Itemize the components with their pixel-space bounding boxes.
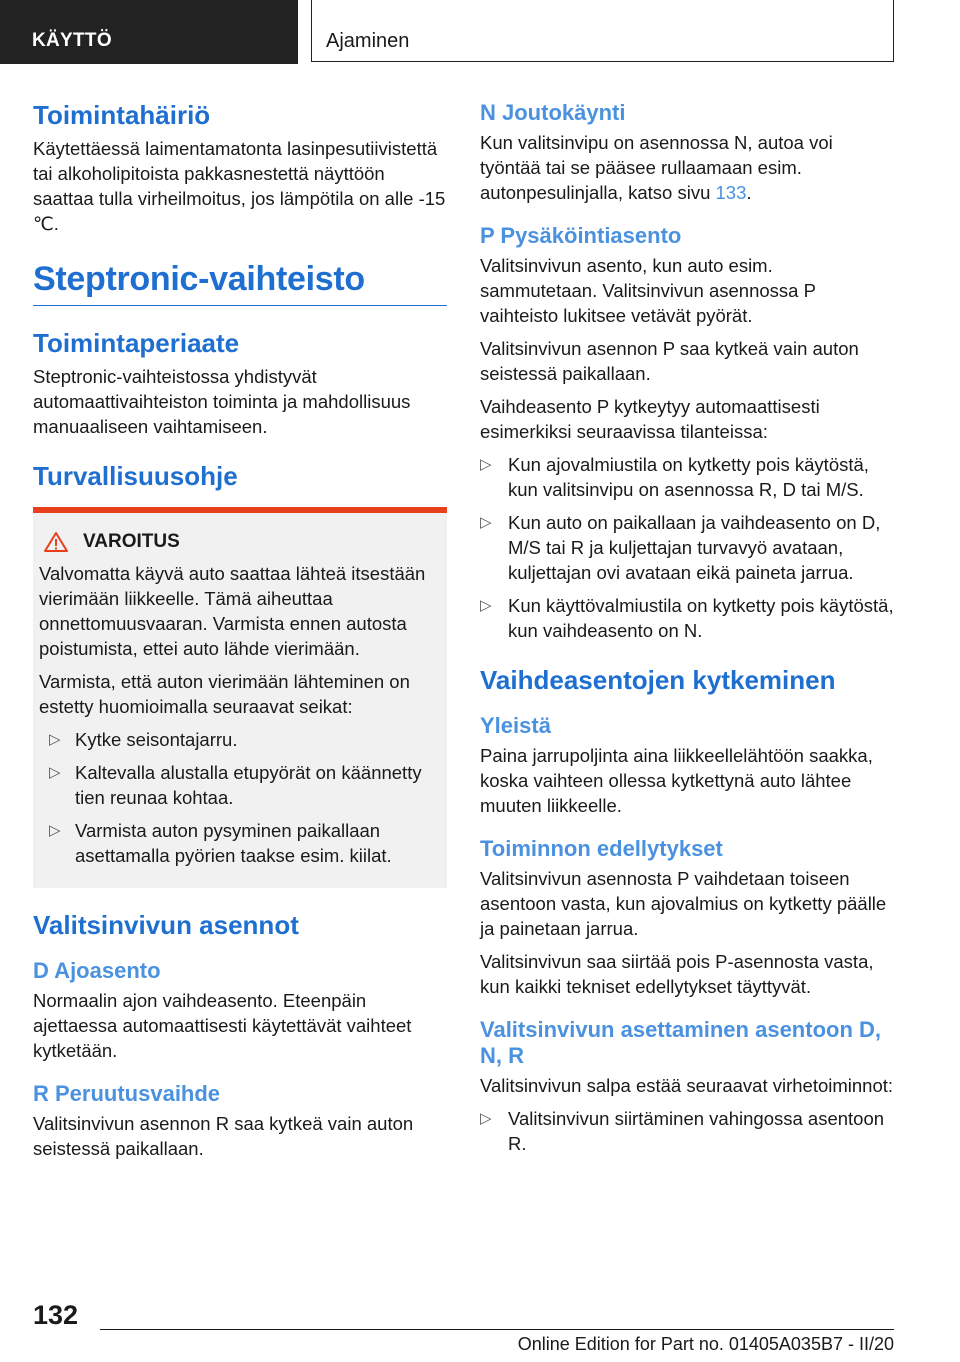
p-paragraph-1: Valitsinvivun asento, kun auto esim. sammutetaan. Valitsinvivun asennossa P vaihteisto lukitsee vetävät pyörät.: [480, 255, 816, 326]
list-item: ▷ Varmista auton pysyminen paikallaan asettamalla pyörien taakse esim. kiilat.: [49, 820, 392, 866]
p-heading: P Pysäköintiasento: [480, 223, 682, 248]
triangle-bullet-icon: ▷: [49, 764, 61, 781]
triangle-bullet-icon: ▷: [480, 514, 492, 531]
warning-list: [39, 727, 441, 868]
warning-title: [39, 531, 441, 553]
p-list: [480, 452, 894, 643]
general-paragraph: Paina jarrupoljinta aina liikkeellelähtöön saakka, koska vaihteen ollessa kytkettynä auto lähtee muuten liikkeelle.: [480, 745, 873, 816]
principle-paragraph: Steptronic-vaihteistossa yhdistyvät automaattivaihteiston toiminta ja mahdollisuus manuaaliseen vaihtamiseen.: [33, 366, 411, 437]
header-chapter-label: Ajaminen: [326, 30, 410, 52]
list-item: ▷ Kaltevalla alustalla etupyörät on käännetty tien reunaa kohtaa.: [49, 762, 422, 808]
header-section-tab: [0, 0, 298, 64]
safety-heading: Turvallisuusohje: [33, 461, 238, 491]
set-list: [480, 1106, 894, 1156]
p-paragraph-2: Valitsinvivun asennon P saa kytkeä vain auton seistessä paikallaan.: [480, 338, 859, 384]
warning-triangle-icon: [43, 531, 69, 553]
list-item: ▷ Kun auto on paikallaan ja vaihdeasento on D, M/S tai R ja kuljettajan turvavyö avataan, kuljettajan ovi avataan eikä paineta jarrua.: [480, 512, 881, 583]
header-chapter-tab: [311, 0, 894, 62]
triangle-bullet-icon: ▷: [480, 1110, 492, 1127]
warning-paragraph-2: Varmista, että auton vierimään lähteminen on estetty huomioimalla seuraavat seikat:: [39, 671, 410, 717]
p-paragraph-3: Vaihdeasento P kytkeytyy automaattisesti esimerkiksi seuraavissa tilanteissa:: [480, 396, 820, 442]
d-heading: D Ajoasento: [33, 958, 161, 983]
triangle-bullet-icon: ▷: [480, 456, 492, 473]
list-item: ▷ Kytke seisontajarru.: [49, 729, 238, 750]
list-item: ▷ Kun ajovalmiustila on kytketty pois käytöstä, kun valitsinvipu on asennossa R, D tai M/S.: [480, 454, 869, 500]
fault-paragraph: Käytettäessä laimentamatonta lasinpesutiivistettä tai alkoholipitoista pakkasnestettä näyttöön saattaa tulla virheilmoitus, jos lämpötila on alle -15 ℃.: [33, 138, 446, 234]
left-column: [33, 100, 447, 1169]
right-column: [480, 100, 894, 1164]
page-number: 132: [33, 1300, 79, 1330]
list-item: ▷ Kun käyttövalmiustila on kytketty pois käytöstä, kun vaihdeasento on N.: [480, 595, 894, 641]
fault-heading: Toimintahäiriö: [33, 100, 211, 130]
requirements-paragraph-2: Valitsinvivun saa siirtää pois P-asennosta vasta, kun kaikki tekniset edellytykset täyttyvät.: [480, 951, 874, 997]
r-heading: R Peruutusvaihde: [33, 1081, 221, 1106]
page-link[interactable]: 133: [715, 182, 747, 203]
general-heading: Yleistä: [480, 713, 551, 738]
list-item: ▷ Valitsinvivun siirtäminen vahingossa asentoon R.: [480, 1108, 885, 1154]
positions-heading: Valitsinvivun asennot: [33, 910, 299, 940]
d-paragraph: Normaalin ajon vaihdeasento. Eteenpäin ajettaessa automaattisesti käytettävät vaihteet kytketään.: [33, 990, 412, 1061]
main-heading: Steptronic-vaihteisto: [33, 260, 447, 306]
footer-edition: Online Edition for Part no. 01405A035B7 - II/20: [517, 1334, 894, 1354]
requirements-paragraph-1: Valitsinvivun asennosta P vaihdetaan toiseen asentoon vasta, kun ajovalmius on kytketty päälle ja painetaan jarrua.: [480, 868, 887, 939]
set-heading: Valitsinvivun asettaminen asentoon D, N, R: [480, 1017, 881, 1068]
triangle-bullet-icon: ▷: [480, 597, 492, 614]
principle-heading: Toimintaperiaate: [33, 328, 240, 358]
requirements-heading: Toiminnon edellytykset: [480, 836, 723, 861]
n-paragraph: Kun valitsinvipu on asennossa N, autoa voi työntää tai se pääsee rullaamaan esim. autonpesulinjalla, katso sivu 133.: [480, 132, 833, 203]
footer-divider: [100, 1329, 894, 1330]
warning-box: [33, 507, 447, 888]
n-heading: N Joutokäynti: [480, 100, 626, 125]
header-section-label: KÄYTTÖ: [32, 30, 112, 51]
warning-paragraph-1: Valvomatta käyvä auto saattaa lähteä itsestään vierimään liikkeelle. Tämä aiheuttaa onnettomuusvaaran. Varmista ennen autosta poistumista, ettei auto lähde vierimään.: [39, 563, 426, 659]
triangle-bullet-icon: ▷: [49, 731, 61, 748]
r-paragraph: Valitsinvivun asennon R saa kytkeä vain auton seistessä paikallaan.: [33, 1113, 414, 1159]
shift-heading: Vaihdeasentojen kytkeminen: [480, 665, 836, 695]
warning-title-text: VAROITUS: [83, 531, 180, 552]
triangle-bullet-icon: ▷: [49, 822, 61, 839]
set-paragraph: Valitsinvivun salpa estää seuraavat virhetoiminnot:: [480, 1075, 894, 1096]
